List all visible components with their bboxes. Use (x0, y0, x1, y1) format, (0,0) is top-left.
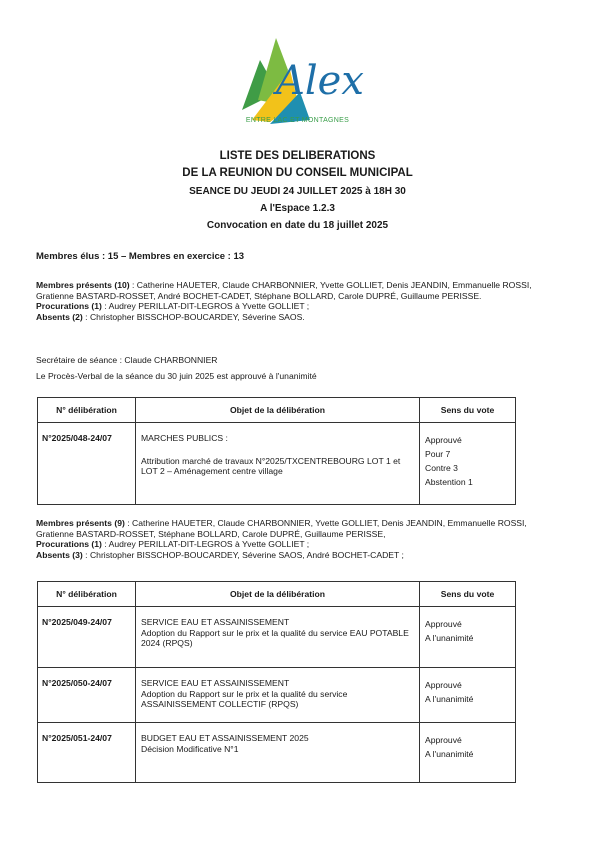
procurations-label: Procurations (1) (36, 301, 102, 312)
deliberation-number: N°2025/051-24/07 (38, 723, 136, 783)
object-title: BUDGET EAU ET ASSAINISSEMENT 2025 (141, 733, 309, 743)
deliberation-object (136, 607, 420, 668)
title-line-1: LISTE DES DELIBERATIONS (219, 150, 376, 162)
vote-decision: Approuvé (425, 619, 462, 629)
session-place: A l'Espace 1.2.3 (260, 203, 335, 214)
vote-for: Pour 7 (425, 449, 451, 459)
table-row (38, 723, 516, 783)
presents-line (36, 518, 561, 539)
object-title: SERVICE EAU ET ASSAINISSEMENT (141, 617, 290, 627)
deliberation-object (136, 723, 420, 783)
presents-line (36, 280, 561, 301)
absents-list: : Christopher BISSCHOP-BOUCARDEY, Séverine SAOS. (82, 311, 305, 322)
vote-result (420, 423, 516, 505)
deliberation-number: N°2025/050-24/07 (38, 668, 136, 723)
deliberations-table-1 (37, 397, 516, 505)
procurations-line (36, 301, 561, 312)
convocation-date: Convocation en date du 18 juillet 2025 (206, 220, 389, 231)
presents-label: Membres présents (9) (36, 518, 125, 528)
procurations-list: : Audrey PERILLAT-DIT-LEGROS à Yvette GOLLIET ; (101, 539, 310, 550)
header-num: N° délibération (38, 398, 136, 423)
absents-list: : Christopher BISSCHOP-BOUCARDEY, Séverine SAOS, André BOCHET-CADET ; (82, 549, 404, 560)
absents-label: Absents (3) (36, 549, 83, 560)
session-date: SEANCE DU JEUDI 24 JUILLET 2025 à 18H 30 (189, 186, 406, 197)
deliberation-number: N°2025/049-24/07 (38, 607, 136, 668)
deliberation-object (136, 423, 420, 505)
vote-against: Contre 3 (425, 463, 458, 473)
vote-decision: Approuvé (425, 680, 462, 690)
object-detail: Adoption du Rapport sur le prix et la qualité du service ASSAINISSEMENT COLLECTIF (RPQS) (141, 688, 348, 709)
deliberations-table-2 (37, 581, 516, 783)
object-detail: Adoption du Rapport sur le prix et la qualité du service EAU POTABLE 2024 (RPQS) (141, 627, 409, 648)
vote-decision: Approuvé (425, 435, 462, 445)
vote-result (420, 668, 516, 723)
vote-decision: Approuvé (425, 735, 462, 745)
vote-unanimity: A l'unanimité (425, 749, 474, 759)
presents-list: : Catherine HAUETER, Claude CHARBONNIER, Yvette GOLLIET, Denis JEANDIN, Emmanuelle ROSSI, Gratienne BASTARD-ROSSET, Stéphane BOLLARD, Carole DUPRÉ, Guillaume PERISSE, (36, 518, 527, 539)
header-num: N° délibération (38, 582, 136, 607)
absents-line (36, 312, 561, 323)
members-count: Membres élus : 15 – Membres en exercice : 13 (36, 251, 245, 262)
object-detail: Attribution marché de travaux N°2025/TXCENTREBOURG LOT 1 et LOT 2 – Aménagement centre village (141, 455, 401, 476)
procurations-list: : Audrey PERILLAT-DIT-LEGROS à Yvette GOLLIET ; (101, 301, 310, 312)
object-detail: Décision Modificative N°1 (141, 743, 239, 754)
header-obj: Objet de la délibération (136, 398, 420, 423)
deliberation-object (136, 668, 420, 723)
object-title: MARCHES PUBLICS : (141, 433, 228, 443)
alex-logo (230, 30, 365, 130)
minutes-approval: Le Procès-Verbal de la séance du 30 juin 2025 est approuvé à l'unanimité (36, 371, 317, 381)
vote-unanimity: A l'unanimité (425, 633, 474, 643)
vote-unanimity: A l'unanimité (425, 694, 474, 704)
procurations-label: Procurations (1) (36, 539, 102, 550)
header-obj: Objet de la délibération (136, 582, 420, 607)
vote-abstention: Abstention 1 (425, 477, 473, 487)
table-row (38, 423, 516, 505)
attendance-section-2 (36, 518, 561, 560)
table-row (38, 668, 516, 723)
object-title: SERVICE EAU ET ASSAINISSEMENT (141, 678, 290, 688)
header-vote: Sens du vote (420, 582, 516, 607)
presents-label: Membres présents (10) (36, 280, 130, 290)
table-row (38, 607, 516, 668)
logo-wordmark: Alex (276, 58, 364, 104)
presents-list: : Catherine HAUETER, Claude CHARBONNIER, Yvette GOLLIET, Denis JEANDIN, Emmanuelle ROSSI, Gratienne BASTARD-ROSSET, André BOCHET-CADET, Stéphane BOLLARD, Carole DUPRÉ, Guillaume PERISSE. (36, 280, 532, 301)
header-vote: Sens du vote (420, 398, 516, 423)
secretary-line: Secrétaire de séance : Claude CHARBONNIER (36, 355, 218, 365)
logo-tagline: ENTRE LAC ET MONTAGNES (245, 117, 350, 124)
attendance-section-1 (36, 280, 561, 322)
title-line-2: DE LA REUNION DU CONSEIL MUNICIPAL (182, 167, 413, 179)
vote-result (420, 723, 516, 783)
vote-result (420, 607, 516, 668)
absents-label: Absents (2) (36, 311, 83, 322)
deliberation-number: N°2025/048-24/07 (38, 423, 136, 505)
table-header-row (38, 398, 516, 423)
absents-line (36, 550, 561, 561)
procurations-line (36, 539, 561, 550)
table-header-row (38, 582, 516, 607)
